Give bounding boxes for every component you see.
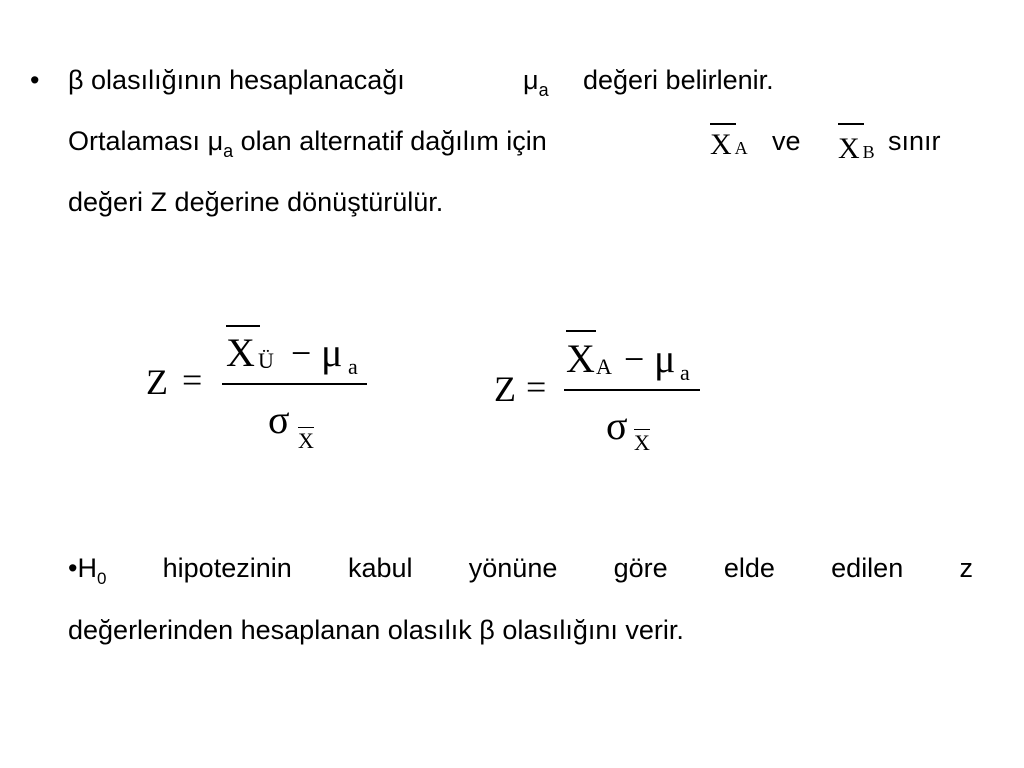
para2-line1 (68, 553, 973, 588)
word: yönüne (468, 553, 558, 583)
ve-text: ve (772, 126, 801, 156)
para2-line2: değerlerinden hesaplanan olasılık β olasılığını verir. (68, 615, 684, 645)
z-symbol: Z (494, 369, 516, 409)
mu-sub-a: a (348, 354, 358, 379)
x-overbar (566, 330, 596, 332)
word: elde (723, 553, 775, 583)
minus-sign: − (291, 333, 312, 373)
mu-a-symbol: $\mu_a$ (523, 65, 549, 100)
word: hipotezinin (162, 553, 292, 583)
line2-text: Ortalaması $\mu_a$ olan alternatif dağılım için (68, 126, 547, 161)
sinir-text: sınır (888, 126, 941, 156)
mu-symbol: μ (654, 336, 676, 381)
mu-symbol: μ (321, 330, 343, 375)
sigma-sub-x: X (634, 430, 650, 455)
formula-xa (494, 323, 734, 463)
word: kabul (347, 553, 413, 583)
fraction-bar (222, 383, 367, 385)
x-overbar (226, 325, 260, 327)
equals-sign: = (182, 360, 203, 400)
line1-end-text: değeri belirlenir. (583, 65, 774, 95)
sigma-sub-x: X (298, 428, 314, 453)
line3-text: değeri Z değerine dönüştürülür. (68, 187, 444, 217)
formula-xu (146, 318, 386, 458)
minus-sign: − (624, 339, 645, 379)
x-sub-u: Ü (258, 348, 274, 373)
word: göre (613, 553, 668, 583)
word: edilen (831, 553, 904, 583)
x-symbol: X (226, 330, 255, 375)
sigma-symbol: σ (606, 403, 628, 448)
z-symbol: Z (146, 362, 168, 402)
h0-label: $•H_0$ (68, 553, 107, 588)
word: z (959, 553, 973, 583)
xbar-b-inline: X B (838, 134, 875, 164)
x-sub-a: A (596, 354, 612, 379)
equals-sign: = (526, 367, 547, 407)
paragraph-h0 (68, 553, 973, 588)
xbar-a-inline: X A (710, 130, 748, 160)
x-symbol: X (566, 336, 595, 381)
bullet-dot: • (30, 65, 40, 95)
fraction-bar (564, 389, 700, 391)
mu-sub-a: a (680, 360, 690, 385)
line1-text: β olasılığının hesaplanacağı (68, 65, 405, 95)
sigma-symbol: σ (268, 397, 290, 442)
